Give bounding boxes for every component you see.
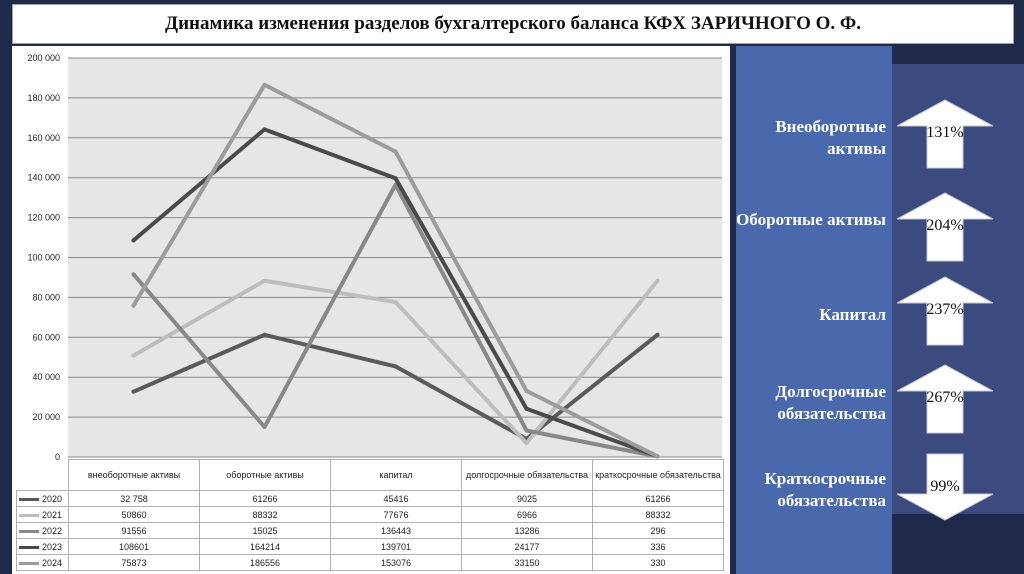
page-title: Динамика изменения разделов бухгалтерского баланса КФХ ЗАРИЧНОГО О. Ф. [165,13,861,34]
title-bar [12,4,1014,44]
legend-entry [17,507,69,523]
data-point [394,364,398,368]
data-cell: 75873 [69,555,200,571]
category-header: оборотные активы [200,460,331,491]
data-point [263,333,267,337]
legend-entry [17,523,69,539]
data-point [263,425,267,429]
percent-value: 131% [926,124,964,141]
y-tick-label: 120 000 [27,212,60,223]
data-point [263,127,267,131]
legend-swatch [19,514,39,517]
side-label: Оборотные активы [736,210,886,229]
data-table-header-row [17,460,724,491]
data-point [132,238,136,242]
data-point [525,428,529,432]
data-cell: 32 758 [69,491,200,507]
legend-entry [17,539,69,555]
y-tick-label: 160 000 [27,132,60,143]
y-tick-label: 180 000 [27,92,60,103]
data-cell: 61266 [200,491,331,507]
legend-swatch [19,546,39,549]
y-tick-label: 40 000 [32,372,60,383]
data-table [16,459,724,571]
percent-value: 267% [926,389,964,406]
legend-label: 2022 [42,525,63,536]
data-point [132,390,136,394]
data-cell: 61266 [593,491,724,507]
category-header: внеоборотные активы [69,460,200,491]
data-point [656,333,660,337]
data-point [132,304,136,308]
data-cell: 296 [593,523,724,539]
data-cell: 136443 [331,523,462,539]
data-cell: 153076 [331,555,462,571]
data-cell: 186556 [200,555,331,571]
y-tick-label: 140 000 [27,172,60,183]
percent-value: 99% [930,478,960,495]
percent-value: 204% [926,217,964,234]
data-cell: 88332 [200,507,331,523]
data-cell: 45416 [331,491,462,507]
data-cell: 139701 [331,539,462,555]
data-cell: 50860 [69,507,200,523]
chart-panel [12,46,730,574]
data-cell: 330 [593,555,724,571]
y-tick-label: 80 000 [32,292,60,303]
legend-label: 2021 [42,509,63,520]
data-cell: 24177 [462,539,593,555]
side-label: Краткосрочные обязательства [764,469,886,510]
y-tick-label: 200 000 [27,53,60,63]
data-table-row [17,555,724,571]
data-cell: 88332 [593,507,724,523]
legend-swatch [19,562,39,565]
data-cell: 108601 [69,539,200,555]
data-table-row [17,491,724,507]
legend-swatch [19,530,39,533]
side-label: Внеоборотные активы [775,117,886,158]
data-table-row [17,507,724,523]
data-point [132,272,136,276]
side-label: Долгосрочные обязательства [775,382,886,423]
category-header: долгосрочные обязательства [462,460,593,491]
y-tick-label: 100 000 [27,252,60,263]
data-cell: 164214 [200,539,331,555]
y-tick-label: 20 000 [32,412,60,423]
data-point [263,83,267,87]
y-tick-label: 0 [54,452,60,462]
data-point [394,300,398,304]
data-point [525,407,529,411]
data-table-corner [17,460,69,491]
legend-entry [17,491,69,507]
data-point [394,176,398,180]
data-point [525,389,529,393]
data-cell: 77676 [331,507,462,523]
category-header: краткосрочные обязательства [593,460,724,491]
data-point [132,354,136,358]
data-cell: 13286 [462,523,593,539]
legend-label: 2024 [42,557,63,568]
data-point [525,441,529,445]
data-cell: 91556 [69,523,200,539]
data-point [263,279,267,283]
data-cell: 33150 [462,555,593,571]
legend-label: 2020 [42,493,63,504]
data-table-row [17,523,724,539]
legend-entry [17,555,69,571]
data-point [656,279,660,283]
data-point [656,454,660,458]
legend-swatch [19,498,39,501]
legend-label: 2023 [42,541,63,552]
y-tick-label: 60 000 [32,332,60,343]
data-cell: 15025 [200,523,331,539]
data-cell: 6966 [462,507,593,523]
data-point [394,150,398,154]
data-table-row [17,539,724,555]
side-label: Капитал [819,305,886,324]
category-header: капитал [331,460,462,491]
percent-value: 237% [926,301,964,318]
data-cell: 336 [593,539,724,555]
data-cell: 9025 [462,491,593,507]
